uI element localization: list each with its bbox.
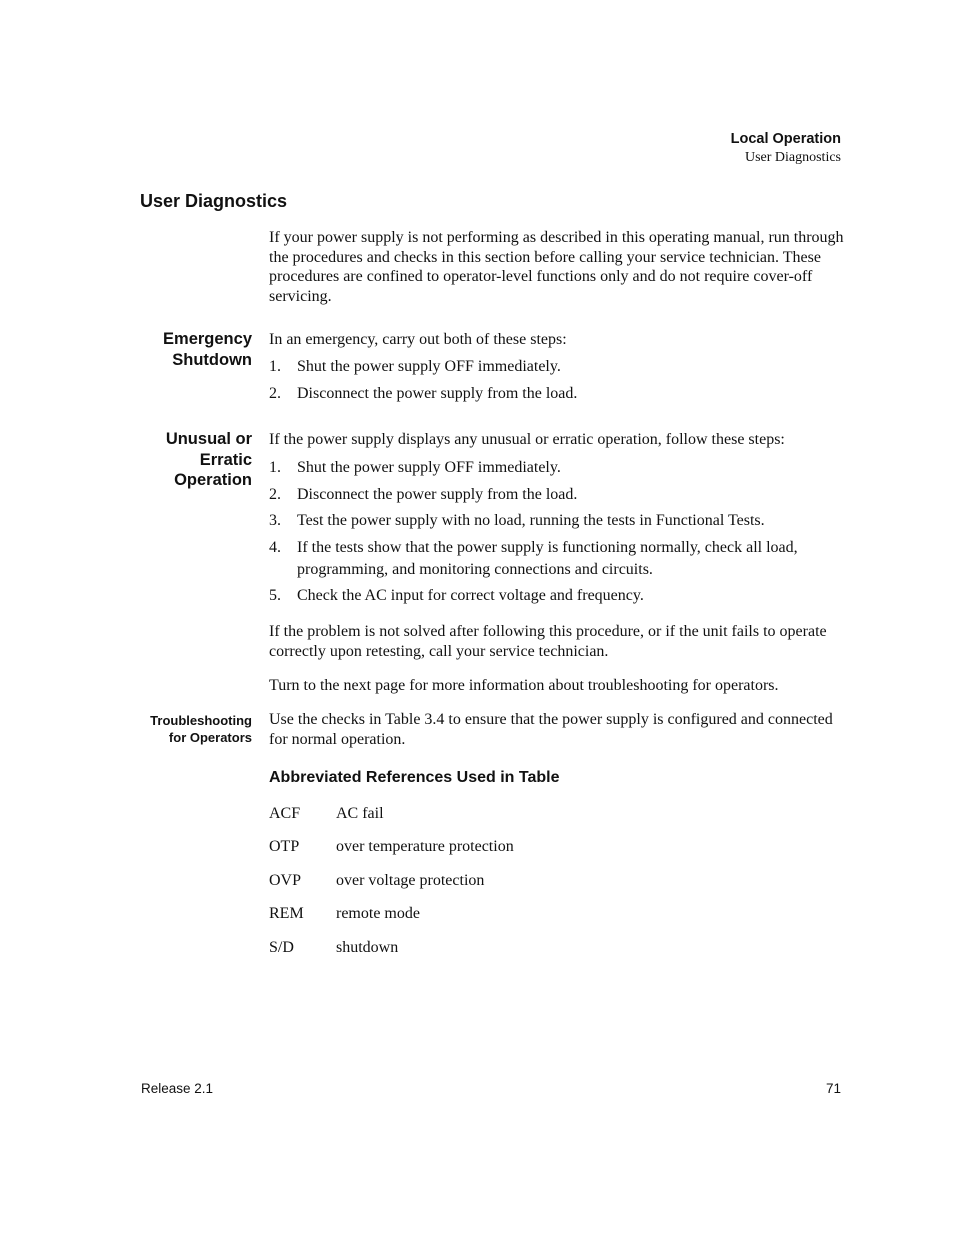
abbreviation-row — [269, 837, 514, 856]
abbreviation-term: ACF — [269, 805, 301, 822]
unusual-after-paragraph-1: If the problem is not solved after following this procedure, or if the unit fails to operate correctly upon retesting, call your service technician. — [269, 623, 827, 660]
list-item: 2. Disconnect the power supply from the load. — [269, 384, 578, 402]
abbreviation-term: REM — [269, 905, 304, 922]
list-item: 1. Shut the power supply OFF immediately. — [269, 459, 561, 476]
unusual-steps-list — [269, 457, 844, 612]
footer-release: Release 2.1 — [141, 1081, 214, 1096]
list-item: 4. If the tests show that the power supply is functioning normally, check all load, programming, and monitoring connections and circuits. — [269, 538, 798, 578]
list-item: 1. Shut the power supply OFF immediately. — [269, 358, 561, 375]
unusual-lead: If the power supply displays any unusual or erratic operation, follow these steps: — [269, 431, 785, 448]
page-number: 71 — [825, 1081, 841, 1096]
abbreviation-row — [269, 804, 384, 823]
list-item: 2. Disconnect the power supply from the load. — [269, 485, 578, 503]
running-header-section: User Diagnostics — [744, 150, 841, 165]
abbreviation-term: OVP — [269, 872, 302, 889]
list-item: 5. Check the AC input for correct voltage and frequency. — [269, 587, 644, 604]
unusual-heading-line2: Erratic — [199, 450, 252, 469]
unusual-heading-line1: Unusual or — [165, 430, 252, 448]
intro-paragraph: If your power supply is not performing as described in this operating manual, run through the procedures and checks in this section before calling your service technician. These procedures are confined to operator-level functions only and do not require cover-off servicing. — [269, 229, 844, 305]
running-header-chapter: Local Operation — [730, 131, 841, 147]
emergency-heading-line2: Shutdown — [172, 350, 252, 369]
abbreviation-meaning: over temperature protection — [336, 838, 514, 855]
troubleshooting-paragraph: Use the checks in Table 3.4 to ensure that the power supply is configured and connected for normal operation. — [269, 711, 833, 748]
abbreviation-meaning: over voltage protection — [336, 872, 485, 889]
troubleshooting-heading-line1: Troubleshooting — [150, 713, 252, 728]
section-title: User Diagnostics — [140, 191, 288, 211]
emergency-lead: In an emergency, carry out both of these steps: — [269, 331, 567, 348]
list-item: 3. Test the power supply with no load, running the tests in Functional Tests. — [269, 512, 765, 529]
abbreviation-term: S/D — [269, 939, 294, 956]
emergency-shutdown-heading — [163, 329, 252, 370]
troubleshooting-heading-line2: for Operators — [168, 730, 252, 745]
abbreviation-row — [269, 871, 484, 890]
troubleshooting-heading — [150, 712, 252, 746]
abbreviations-heading: Abbreviated References Used in Table — [269, 769, 560, 786]
abbreviation-row — [269, 938, 398, 957]
unusual-operation-heading — [166, 429, 252, 491]
emergency-steps-list — [269, 356, 844, 409]
abbreviation-row — [269, 904, 420, 923]
abbreviation-term: OTP — [269, 838, 300, 855]
abbreviation-meaning: remote mode — [336, 905, 420, 922]
emergency-heading-line1: Emergency — [163, 330, 252, 348]
abbreviation-meaning: AC fail — [336, 805, 384, 822]
abbreviation-meaning: shutdown — [336, 939, 399, 956]
unusual-after-paragraph-2: Turn to the next page for more information about troubleshooting for operators. — [269, 677, 779, 694]
unusual-heading-line3: Operation — [174, 471, 252, 489]
